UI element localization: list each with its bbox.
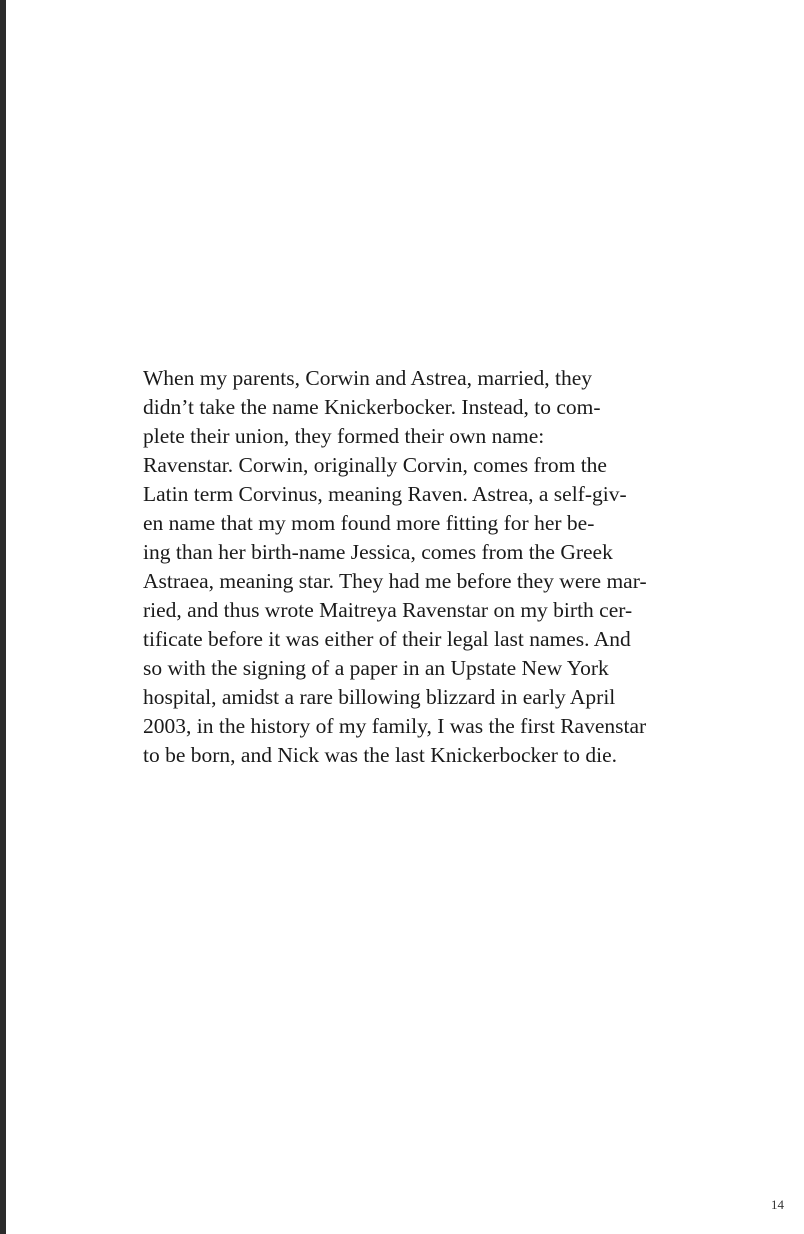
paragraph-line: plete their union, they formed their own name: bbox=[143, 424, 545, 448]
paragraph-line: When my parents, Corwin and Astrea, married, they bbox=[143, 366, 592, 390]
paragraph-line: ing than her birth-name Jessica, comes from the Greek bbox=[143, 540, 613, 564]
paragraph-line: Latin term Corvinus, meaning Raven. Astrea, a self-giv- bbox=[143, 482, 627, 506]
paragraph-line: so with the signing of a paper in an Upstate New York bbox=[143, 656, 609, 680]
paragraph-line: en name that my mom found more fitting for her be- bbox=[143, 511, 595, 535]
paragraph-line: Astraea, meaning star. They had me before they were mar- bbox=[143, 569, 647, 593]
body-paragraph bbox=[143, 364, 704, 770]
paragraph-line: ried, and thus wrote Maitreya Ravenstar on my birth cer- bbox=[143, 598, 633, 622]
paragraph-line: tificate before it was either of their legal last names. And bbox=[143, 627, 631, 651]
paragraph-line: didn’t take the name Knickerbocker. Instead, to com- bbox=[143, 395, 601, 419]
paragraph-line: hospital, amidst a rare billowing blizzard in early April bbox=[143, 685, 616, 709]
page-number: 14 bbox=[771, 1197, 784, 1212]
paragraph-line: Ravenstar. Corwin, originally Corvin, comes from the bbox=[143, 453, 607, 477]
page-binding-edge bbox=[0, 0, 6, 1234]
paragraph-line: 2003, in the history of my family, I was the first Ravenstar bbox=[143, 714, 647, 738]
paragraph-line: to be born, and Nick was the last Knickerbocker to die. bbox=[143, 743, 618, 767]
